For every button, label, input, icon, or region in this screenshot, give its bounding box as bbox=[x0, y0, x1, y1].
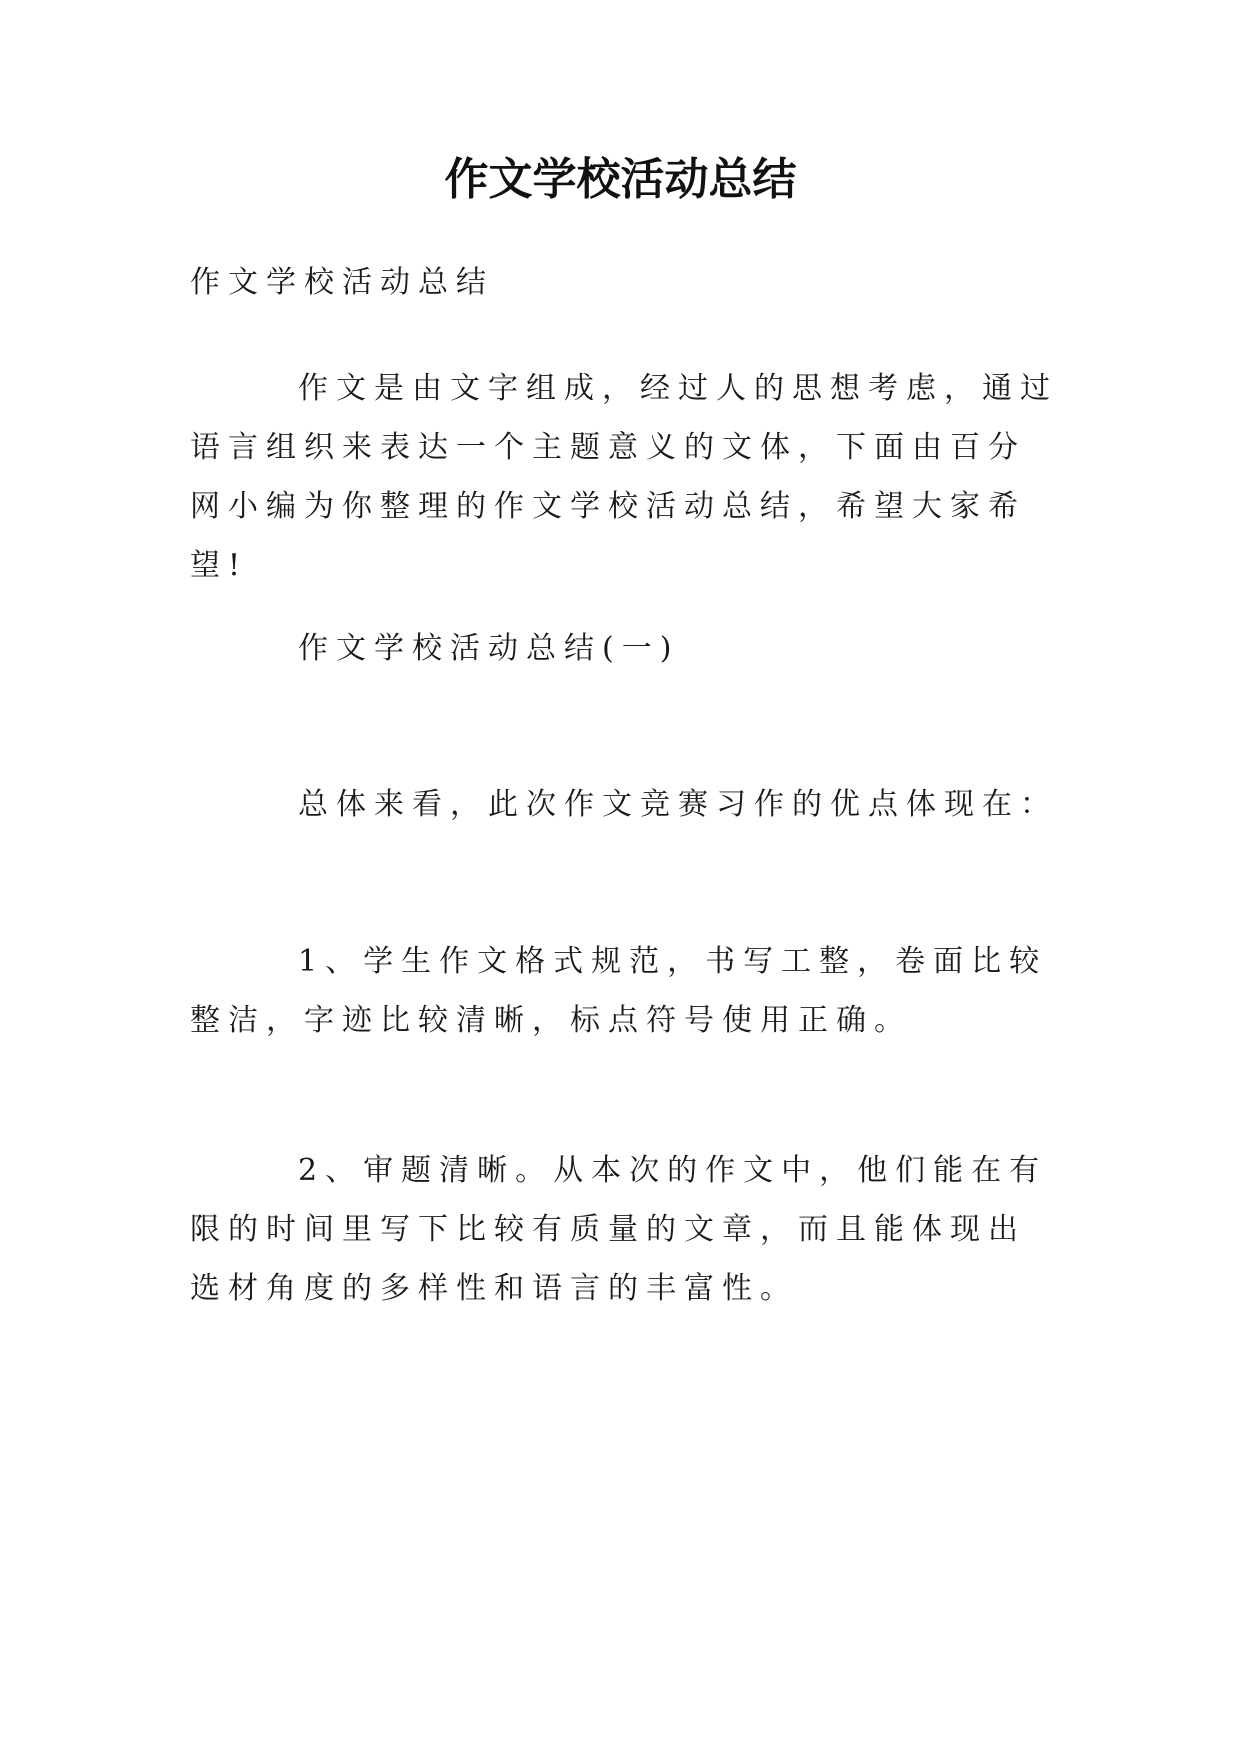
intro-paragraph: 作文是由文字组成，经过人的思想考虑，通过语言组织来表达一个主题意义的文体，下面由百分网小编为你整理的作文学校活动总结，希望大家希望! bbox=[190, 371, 1058, 583]
point-2-paragraph: 2、审题清晰。从本次的作文中，他们能在有限的时间里写下比较有质量的文章，而且能体现出选材角度的多样性和语言的丰富性。 bbox=[190, 1153, 1048, 1306]
subtitle-paragraph: 作文学校活动总结 bbox=[190, 265, 494, 300]
section-heading: 作文学校活动总结(一) bbox=[298, 631, 680, 666]
point-1-paragraph: 1、学生作文格式规范，书写工整，卷面比较整洁，字迹比较清晰，标点符号使用正确。 bbox=[190, 944, 1048, 1038]
summary-paragraph: 总体来看，此次作文竞赛习作的优点体现在： bbox=[298, 787, 1058, 822]
document-title: 作文学校活动总结 bbox=[444, 154, 797, 205]
